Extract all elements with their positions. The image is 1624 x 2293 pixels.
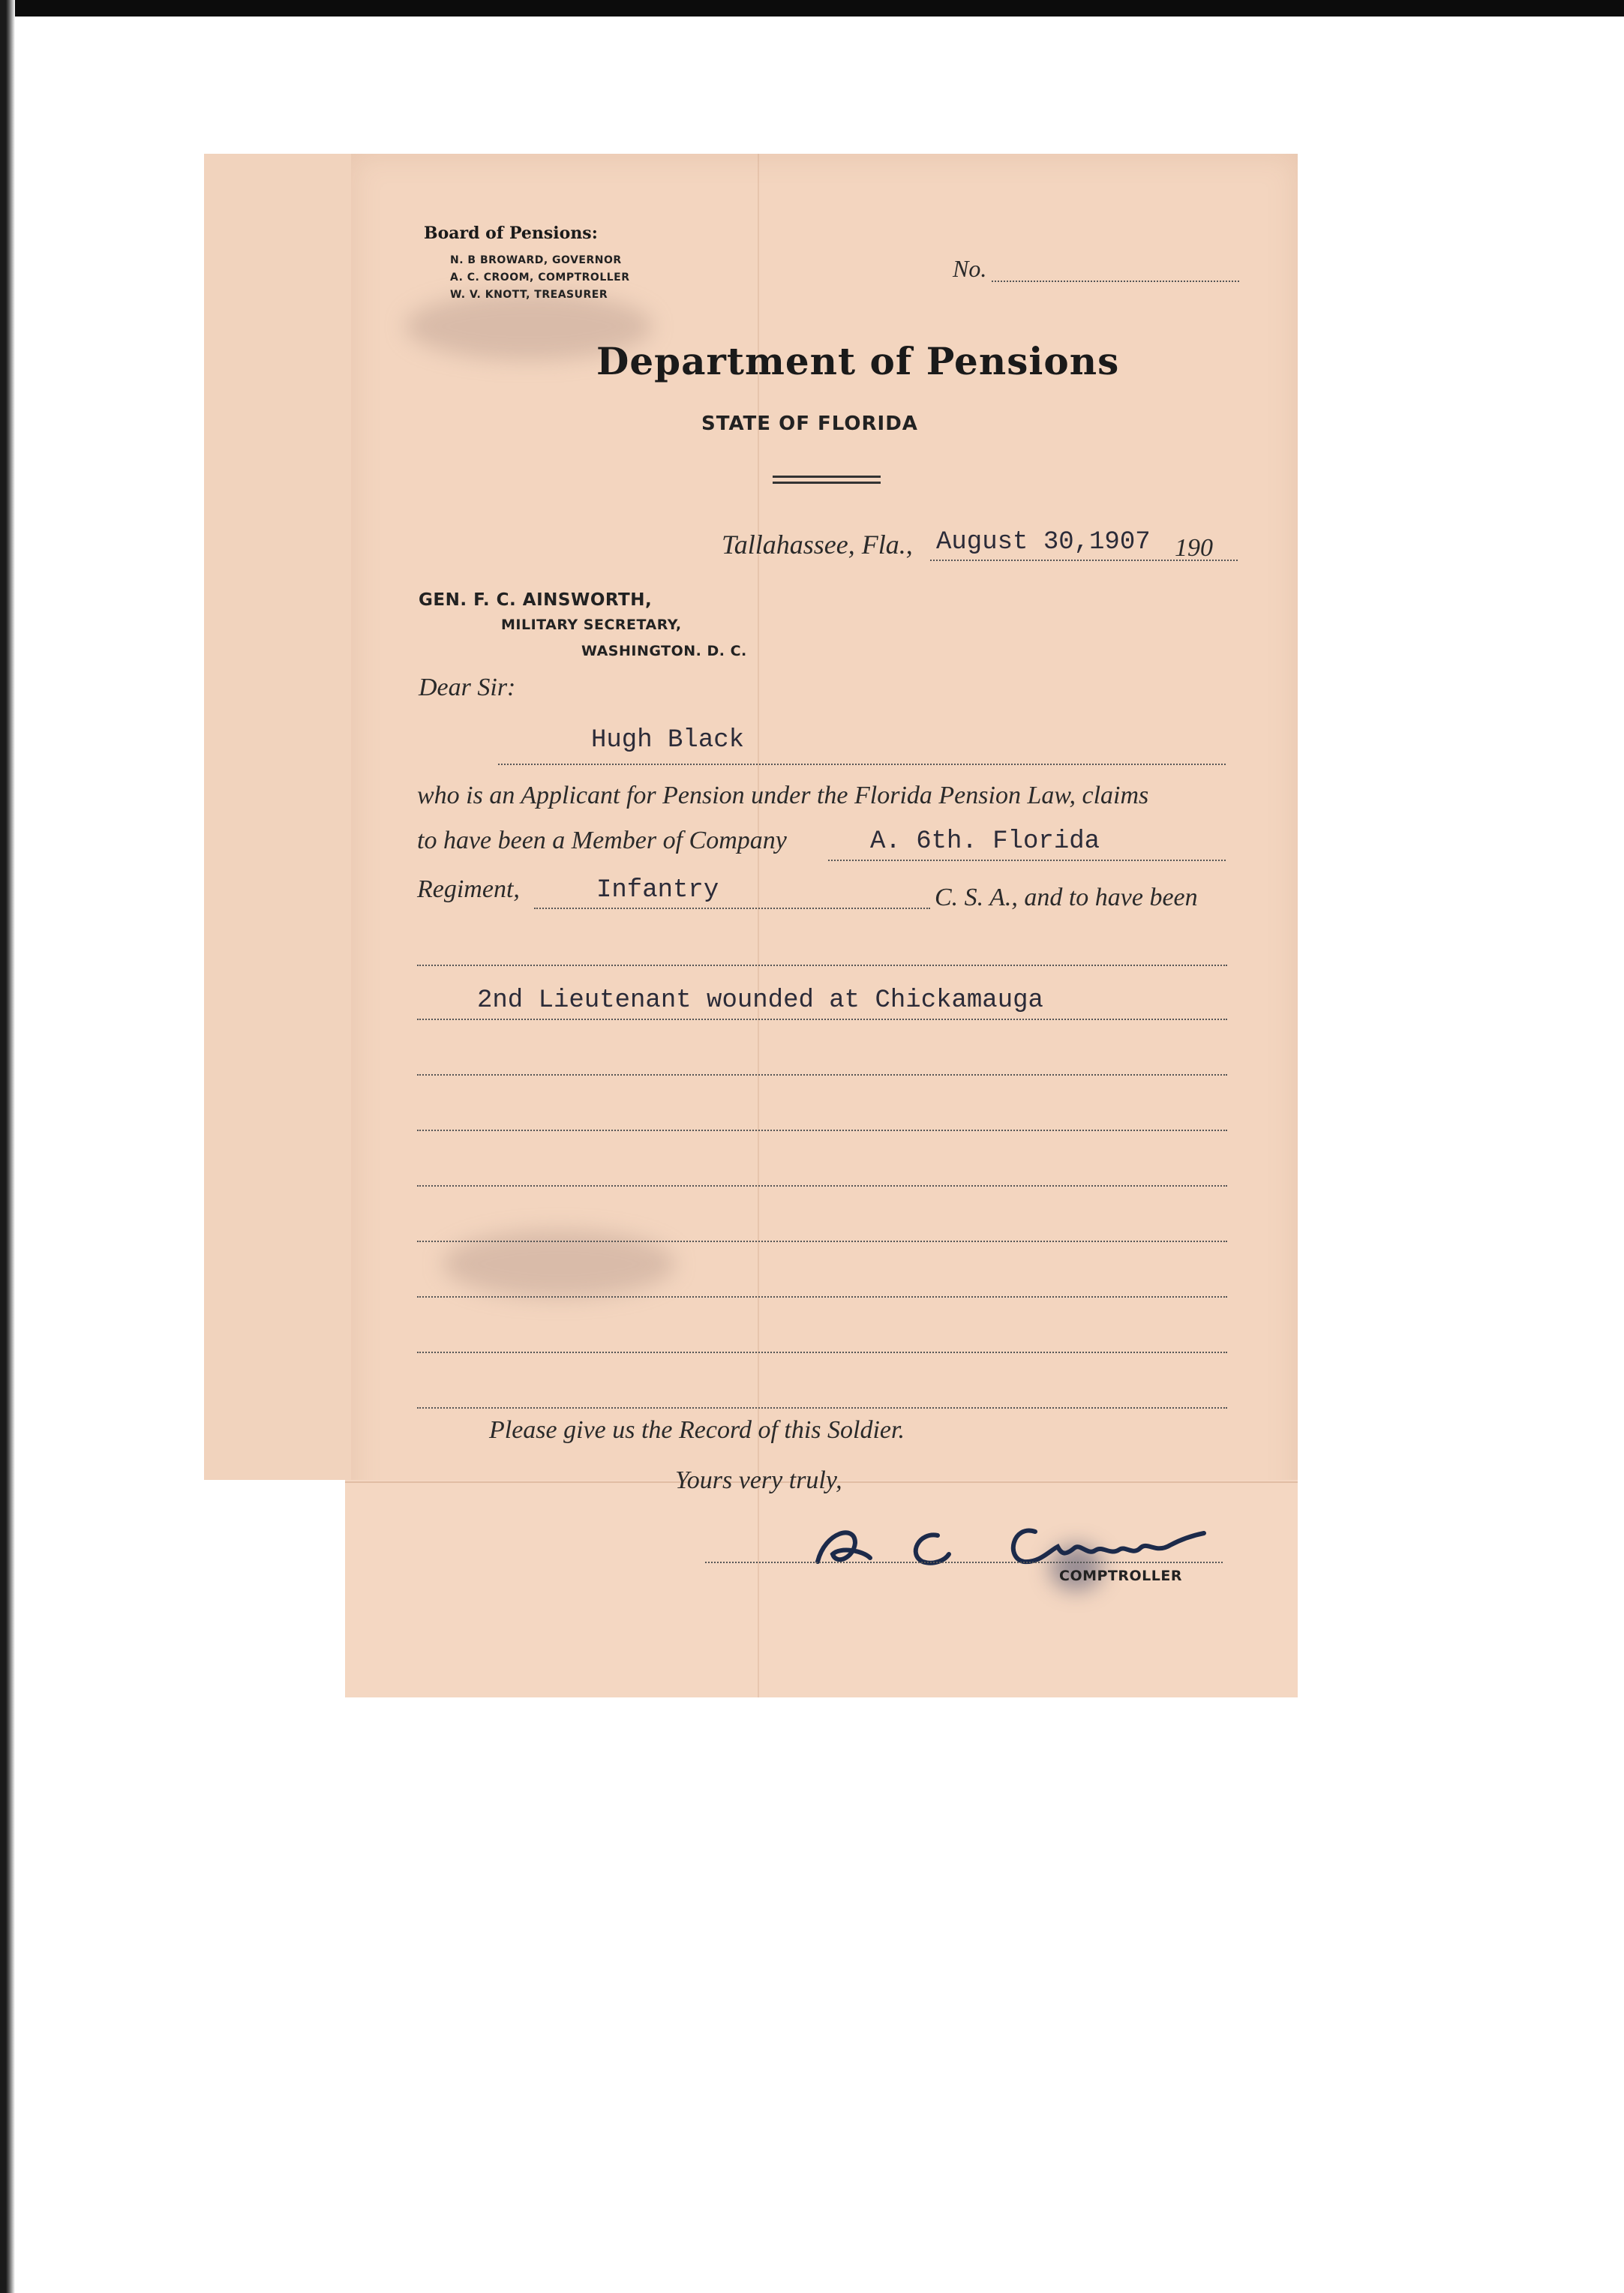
scan-border-top bbox=[0, 0, 1624, 17]
service-line-7 bbox=[417, 1296, 1227, 1298]
service-line-5 bbox=[417, 1185, 1227, 1187]
dateline-year-prefix: 190 bbox=[1175, 534, 1213, 562]
signature-stroke-croom bbox=[1013, 1531, 1204, 1562]
record-request: Please give us the Record of this Soldier. bbox=[489, 1416, 905, 1444]
board-of-pensions-title: Board of Pensions: bbox=[424, 224, 598, 243]
applicant-name: Hugh Black bbox=[591, 726, 745, 755]
header-rule-1 bbox=[773, 476, 881, 478]
dateline-line bbox=[930, 560, 1238, 561]
board-member-governor: N. B BROWARD, GOVERNOR bbox=[450, 254, 622, 266]
addressee-city: WASHINGTON. D. C. bbox=[581, 643, 747, 659]
service-line-8 bbox=[417, 1352, 1227, 1353]
addressee-name: GEN. F. C. AINSWORTH, bbox=[419, 590, 653, 610]
body-line-1: who is an Applicant for Pension under the Florida Pension Law, claims bbox=[417, 782, 1149, 809]
regiment-line bbox=[534, 908, 930, 909]
valediction: Yours very truly, bbox=[675, 1466, 842, 1494]
company-value: A. 6th. Florida bbox=[870, 827, 1100, 856]
applicant-name-line bbox=[498, 764, 1226, 765]
body-line-3-prefix: Regiment, bbox=[417, 875, 520, 903]
dateline-place: Tallahassee, Fla., bbox=[722, 530, 913, 560]
department-title: Department of Pensions bbox=[596, 339, 1120, 383]
service-line-6 bbox=[417, 1241, 1227, 1242]
service-line-9 bbox=[417, 1407, 1227, 1409]
body-line-2-prefix: to have been a Member of Company bbox=[417, 827, 787, 854]
signature-title: COMPTROLLER bbox=[1059, 1568, 1182, 1584]
scan-border-left bbox=[0, 0, 15, 2293]
dateline-date: August 30,1907 bbox=[936, 528, 1151, 557]
service-line-3 bbox=[417, 1074, 1227, 1076]
company-line bbox=[828, 860, 1226, 861]
number-label: No. bbox=[953, 255, 987, 282]
board-member-comptroller: A. C. CROOM, COMPTROLLER bbox=[450, 272, 630, 284]
body-line-3-suffix: C. S. A., and to have been bbox=[935, 884, 1198, 911]
signature-line bbox=[705, 1562, 1223, 1563]
signature-stroke-a bbox=[818, 1532, 870, 1562]
header-rule-2 bbox=[773, 482, 881, 484]
service-line-2 bbox=[417, 1019, 1227, 1020]
service-line-blank-1 bbox=[417, 965, 1227, 966]
state-title: STATE OF FLORIDA bbox=[701, 413, 918, 435]
addressee-title: MILITARY SECRETARY, bbox=[501, 617, 682, 633]
regiment-value: Infantry bbox=[596, 876, 719, 905]
paper-back-sheet bbox=[204, 154, 363, 1480]
service-note: 2nd Lieutenant wounded at Chickamauga bbox=[477, 986, 1043, 1015]
board-member-treasurer: W. V. KNOTT, TREASURER bbox=[450, 289, 608, 301]
service-line-4 bbox=[417, 1130, 1227, 1131]
salutation: Dear Sir: bbox=[419, 674, 516, 701]
signature-stroke-c bbox=[916, 1535, 949, 1562]
number-field-line bbox=[992, 281, 1239, 282]
